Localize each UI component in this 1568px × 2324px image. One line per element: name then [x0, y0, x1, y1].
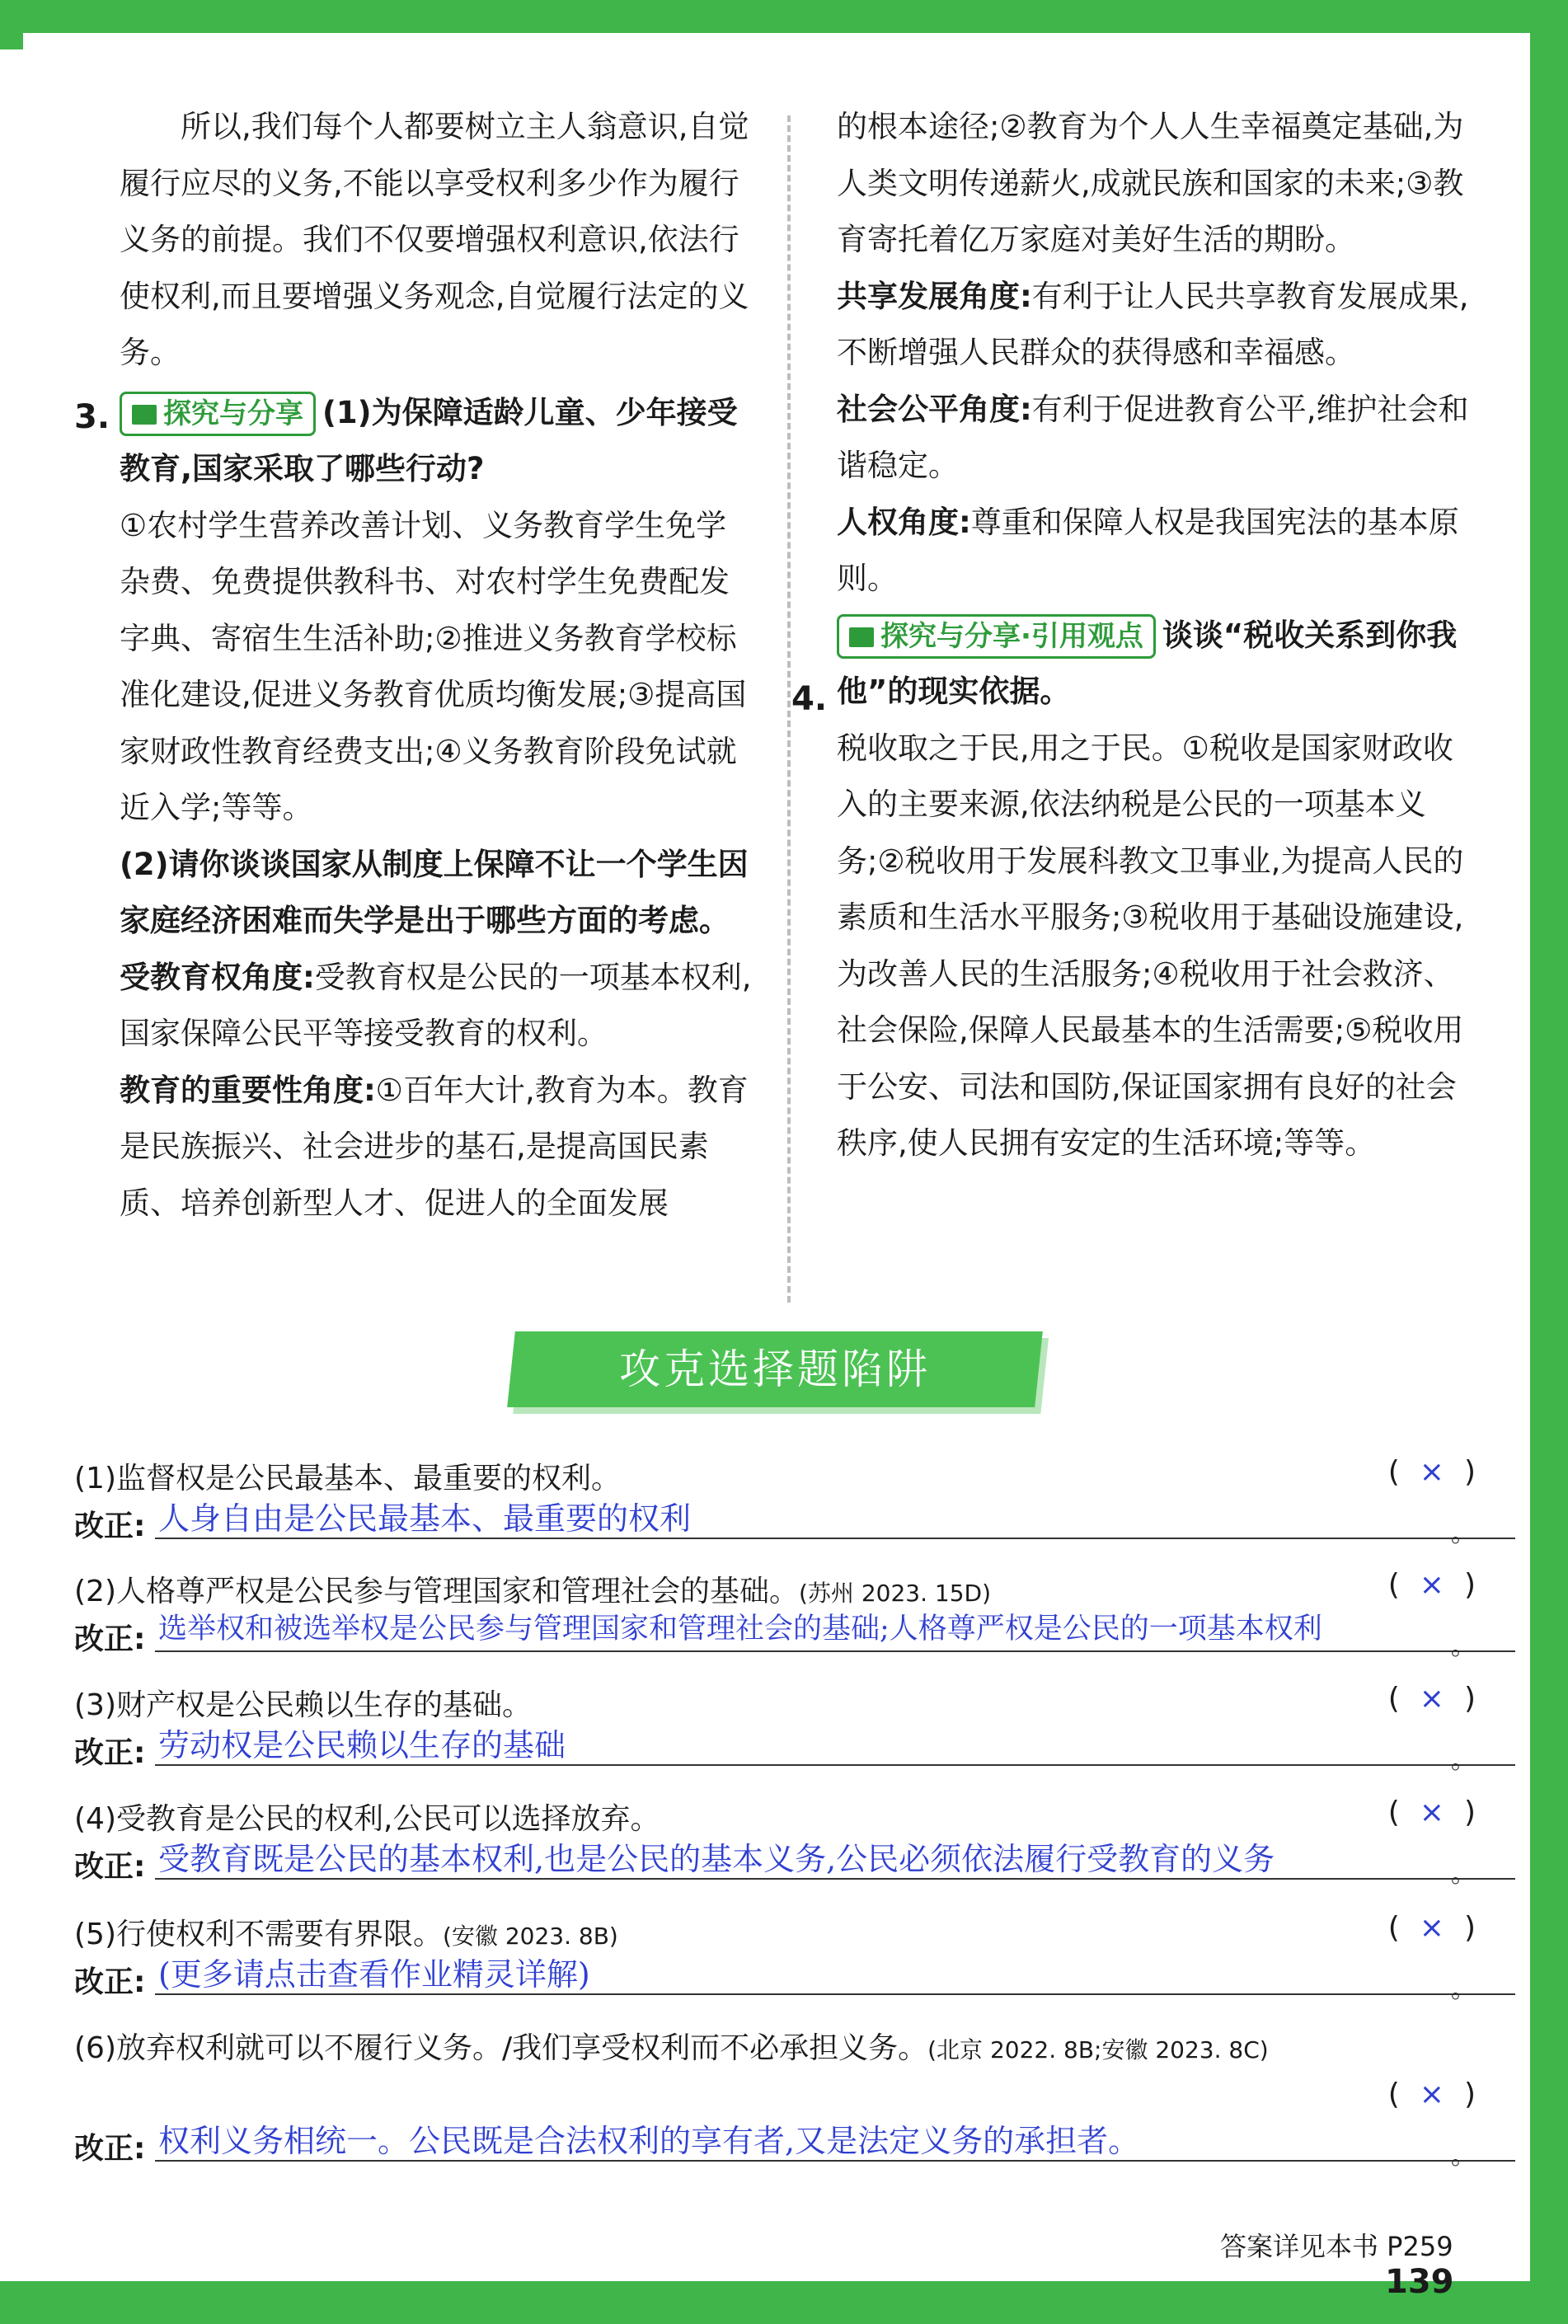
quiz-item	[74, 1455, 1476, 1567]
quiz-question: (6)放弃权利就可以不履行义务。/我们享受权利而不必承担义务。(北京 2022. 8B;安徽 2023. 8C)	[74, 2031, 1269, 2065]
quiz-judgement: ( × )	[1387, 1568, 1476, 1602]
quiz-source: (北京 2022. 8B;安徽 2023. 8C)	[927, 2036, 1269, 2063]
correction-underline	[155, 1993, 1515, 1995]
continued-text: 的根本途径;②教育为个人人生幸福奠定基础,为人类文明传递薪火,成就民族和国家的未来;③教育寄托着亿万家庭对美好生活的期盼。	[837, 109, 1464, 257]
quiz-item	[74, 1796, 1476, 1908]
quiz-judgement: ( × )	[1387, 1796, 1476, 1829]
correction-answer: 选举权和被选举权是公民参与管理国家和管理社会的基础;人格尊严权是公民的一项基本权利	[158, 1613, 1322, 1646]
quiz-question: (3)财产权是公民赖以生存的基础。	[74, 1688, 532, 1722]
angle-education-right: 受教育权角度:受教育权是公民的一项基本权利,国家保障公民平等接受教育的权利。	[120, 959, 752, 1051]
wrong-mark: ×	[1419, 1911, 1444, 1945]
wrong-mark: ×	[1419, 1455, 1444, 1489]
answer-reference: 答案详见本书 P259	[1220, 2231, 1453, 2262]
quiz-item	[74, 1568, 1476, 1680]
correction-underline	[155, 1764, 1515, 1766]
book-icon	[132, 405, 157, 425]
right-column	[837, 99, 1480, 1172]
correction-label: 改正:	[74, 1850, 146, 1884]
wrong-mark: ×	[1419, 1568, 1444, 1602]
correction-period: 。	[1451, 1746, 1476, 1775]
section-title: 攻克选择题陷阱	[619, 1345, 931, 1393]
quiz-item	[74, 1911, 1476, 2023]
quiz-judgement: ( × )	[1387, 2078, 1476, 2111]
question-4: 探究与分享·引用观点 谈谈“税收关系到你我他”的现实依据。	[837, 608, 1480, 721]
angle-social-fairness: 社会公平角度:有利于促进教育公平,维护社会和谐稳定。	[837, 391, 1469, 483]
wrong-mark: ×	[1419, 1682, 1444, 1716]
question-3-answer-1: ①农村学生营养改善计划、义务教育学生免学杂费、免费提供教科书、对农村学生免费配发字典、寄宿生生活补助;②推进义务教育学校标准化建设,促进义务教育优质均衡发展;③提高国家财政性教育经费支出;④义务教育阶段免试就近入学;等等。	[120, 507, 747, 825]
correction-answer: 人身自由是公民最基本、最重要的权利	[158, 1500, 692, 1537]
page-frame-bottom	[0, 2281, 1568, 2324]
quiz-item	[74, 2025, 1476, 2190]
correction-underline	[155, 1650, 1515, 1652]
correction-period: 。	[1451, 1519, 1476, 1548]
correction-label: 改正:	[74, 1622, 146, 1656]
correction-underline	[155, 1538, 1515, 1539]
quiz-source: (安徽 2023. 8B)	[443, 1923, 618, 1950]
column-divider	[787, 115, 791, 1303]
quiz-question: (2)人格尊严权是公民参与管理国家和管理社会的基础。(苏州 2023. 15D)	[74, 1575, 991, 1608]
correction-label: 改正:	[74, 1509, 146, 1543]
quiz-judgement: ( × )	[1387, 1682, 1476, 1716]
question-4-number: 4.	[791, 680, 828, 718]
angle-education-importance: 教育的重要性角度:①百年大计,教育为本。教育是民族振兴、社会进步的基石,是提高国民素质、培养创新型人才、促进人的全面发展	[120, 1072, 749, 1221]
book-icon	[849, 627, 874, 647]
correction-period: 。	[1451, 1975, 1476, 2004]
correction-answer: 劳动权是公民赖以生存的基础	[158, 1727, 566, 1763]
correction-answer: 受教育既是公民的基本权利,也是公民的基本义务,公民必须依法履行受教育的义务	[158, 1841, 1275, 1877]
correction-answer: 权利义务相统一。公民既是合法权利的享有者,又是法定义务的承担者。	[158, 2123, 1140, 2159]
quiz-judgement: ( × )	[1387, 1911, 1476, 1945]
page-frame-corner	[0, 0, 23, 49]
correction-underline	[155, 1878, 1515, 1880]
question-3-part2: (2)请你谈谈国家从制度上保障不让一个学生因家庭经济困难而失学是出于哪些方面的考虑。	[120, 846, 749, 938]
correction-period: 。	[1451, 2142, 1476, 2171]
correction-period: 。	[1451, 1860, 1476, 1889]
quiz-question: (4)受教育是公民的权利,公民可以选择放弃。	[74, 1802, 660, 1836]
correction-answer: (更多请点击查看作业精灵详解)	[158, 1956, 590, 1993]
correction-label: 改正:	[74, 1965, 146, 1999]
correction-label: 改正:	[74, 1736, 146, 1770]
quiz-question: (5)行使权利不需要有界限。(安徽 2023. 8B)	[74, 1918, 618, 1951]
explore-share-quote-tag: 探究与分享·引用观点	[837, 614, 1156, 659]
quiz-source: (苏州 2023. 15D)	[799, 1580, 991, 1607]
quiz-item	[74, 1682, 1476, 1794]
wrong-mark: ×	[1419, 2078, 1444, 2111]
correction-period: 。	[1451, 1632, 1476, 1661]
question-3-number: 3.	[74, 398, 110, 436]
correction-label: 改正:	[74, 2132, 146, 2166]
angle-human-rights: 人权角度:尊重和保障人权是我国宪法的基本原则。	[837, 504, 1459, 596]
quiz-judgement: ( × )	[1387, 1455, 1476, 1489]
left-column	[120, 99, 754, 1232]
question-4-answer: 税收取之于民,用之于民。①税收是国家财政收入的主要来源,依法纳税是公民的一项基本义务;②税收用于发展科教文卫事业,为提高人民的素质和生活水平服务;③税收用于基础设施建设,为改善人民的生活服务;④税收用于社会救济、社会保险,保障人民最基本的生活需要;⑤税收用于公安、司法和国防,保证国家拥有良好的社会秩序,使人民拥有安定的生活环境;等等。	[837, 730, 1464, 1161]
page-frame-top	[0, 0, 1568, 33]
wrong-mark: ×	[1419, 1796, 1444, 1829]
page-number: 139	[1385, 2263, 1454, 2301]
question-3-part1: 探究与分享 (1)为保障适龄儿童、少年接受教育,国家采取了哪些行动?	[120, 385, 754, 498]
angle-shared-development: 共享发展角度:有利于让人民共享教育发展成果,不断增强人民群众的获得感和幸福感。	[837, 278, 1469, 370]
correction-underline	[155, 2160, 1515, 2162]
quiz-question: (1)监督权是公民最基本、最重要的权利。	[74, 1462, 621, 1495]
page-frame-right	[1530, 0, 1568, 2324]
explore-share-tag: 探究与分享	[120, 392, 316, 436]
intro-paragraph: 所以,我们每个人都要树立主人翁意识,自觉履行应尽的义务,不能以享受权利多少作为履行义务的前提。我们不仅要增强权利意识,依法行使权利,而且要增强义务观念,自觉履行法定的义务。	[120, 109, 749, 370]
